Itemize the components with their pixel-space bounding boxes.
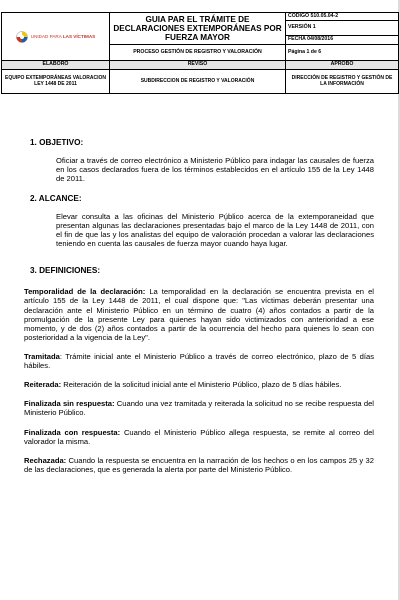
process-name: PROCESO GESTIÓN DE REGISTRO Y VALORACIÓN [110,45,286,61]
document-date: FECHA 04/08/2016 [286,36,399,45]
document-title: GUIA PAR EL TRÁMITE DE DECLARACIONES EXTEMPORÁNEAS POR FUERZA MAYOR [110,13,286,45]
document-header-table [1,12,399,94]
section-alcance-body: Elevar consulta a las oficinas del Ministerio Pú̧blico acerca de la extemporaneidad que presentan algunas las declaraciones presentadas bajo el marco de la Ley 1448 de 2011, con el fin de que las y los analistas del equipo de valoración procedan a valorar las declaraciones teniendo en cuenta las causales de fuerza mayor cuando haya lugar. [56,212,374,249]
definition-item: Reiterada: Reiteración de la solicitud inicial ante el Ministerio Público, plazo de 5 días hábiles. [24,380,342,390]
page-number: Página 1 de 6 [286,45,399,61]
section-objetivo-body: Oficiar a través de correo electrónico a Ministerio Público para indagar las causales de fuerza en los casos declarados fuera de los términos establecidos en el artículo 155 de la Ley 1448 de 2011. [56,155,374,184]
signature-reviso: SUBDIRECCION DE REGISTRO Y VALORACIÓN [110,70,286,94]
definition-item: Rechazada: Cuando la respuesta se encuentra en la narración de los hechos o en los campos 25 y 32 de las declaraciones, que es generada la alerta por parte del Ministerio Público. [24,455,374,474]
logo-text: UNIDAD PARA LAS VÍCTIMAS [30,33,96,39]
label-elaboro: ELABORÓ [2,61,110,70]
document-version: VERSIÓN 1 [286,21,399,36]
signature-aprobo: DIRECCIÓN DE REGISTRO Y GESTIÓN DE LA INFORMACIÓN [286,70,399,94]
label-reviso: REVISÓ [110,61,286,70]
section-definiciones-title: 3. DEFINICIONES: [30,266,101,276]
unidad-victimas-logo-icon [16,31,28,43]
document-code: CÓDIGO 510.05.04-2 [286,13,399,21]
definition-item: Finalizada con respuesta: Cuando el Ministerio Público allega respuesta, se remite al correo del valorador la misma. [24,427,374,446]
label-aprobo: APROBÓ [286,61,399,70]
definition-item: Tramitada: Trámite inicial ante el Ministerio Público a través de correo electrónico, plazo de 5 días hábiles. [24,351,374,371]
definition-item: Finalizada sin respuesta: Cuando una vez tramitada y reiterada la solicitud no se recibe respuesta del Ministerio Público. [24,399,374,418]
signature-elaboro: EQUIPO EXTEMPORÁNEAS VALORACION LEY 1448 DE 2011 [2,70,110,94]
definition-item: Temporalidad de la declaración: La temporalidad en la declaración se encuentra prevista en el artículo 155 de la Ley 1448 de 2011, el cual dispone que: "Las víctimas deberán presentar una declaración ante el Ministerio Público en un término de cuatro (4) años contados a partir de la promulgación de la presente Ley para quienes hayan sido victimizados con anterioridad a ese momento, y de dos (2) años contados a partir de la ocurrencia del hecho para quienes lo sean con posterioridad a la vigencia de la Ley". [24,287,374,342]
logo-cell [2,13,110,61]
section-alcance-title: 2. ALCANCE: [30,194,82,204]
document-body [24,138,374,474]
section-objetivo-title: 1. OBJETIVO: [30,138,84,147]
